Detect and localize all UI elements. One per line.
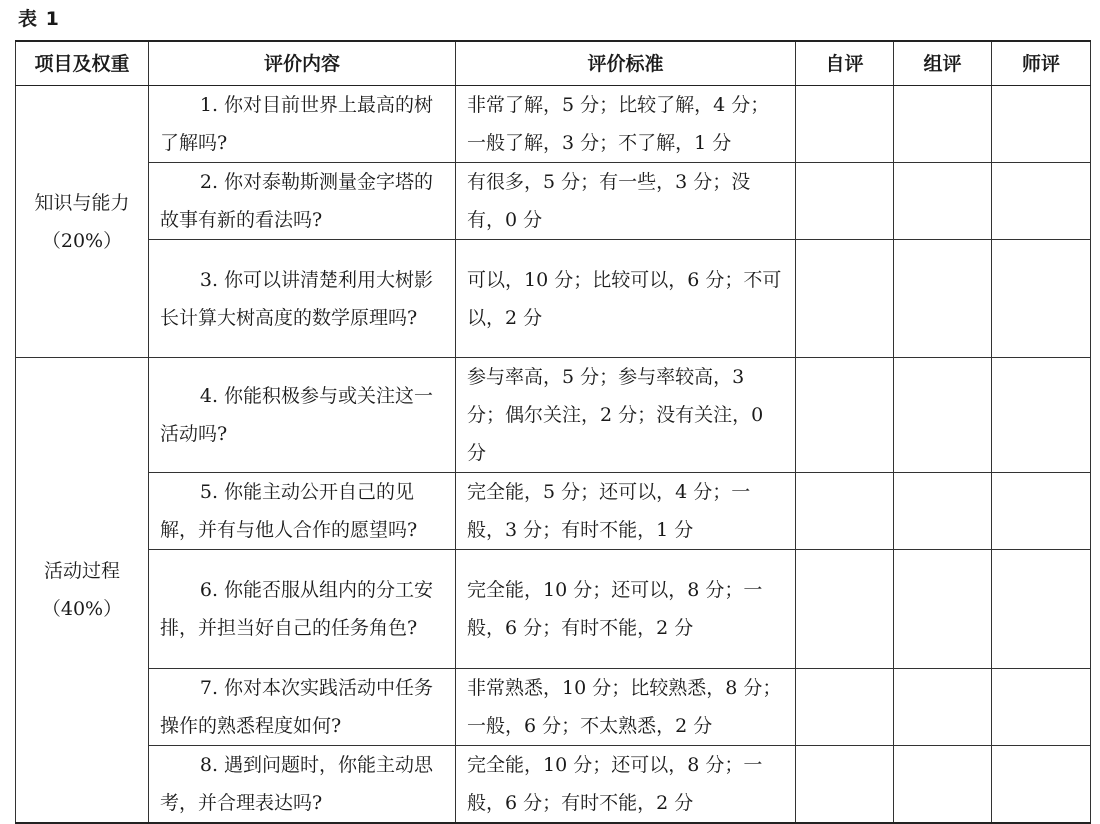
self-score-cell[interactable] [796,746,894,824]
group-score-cell[interactable] [894,746,992,824]
teacher-score-cell[interactable] [992,473,1091,550]
standard-cell: 完全能，10 分；还可以，8 分；一般，6 分；有时不能，2 分 [456,550,796,669]
table-row [16,473,1091,550]
table-row [16,669,1091,746]
group-score-cell[interactable] [894,358,992,473]
standard-cell: 非常了解，5 分；比较了解，4 分；一般了解，3 分；不了解，1 分 [456,86,796,163]
header-item-weight: 项目及权重 [16,41,149,86]
table-caption: 表 1 [18,8,60,30]
self-score-cell[interactable] [796,358,894,473]
content-cell: 8. 遇到问题时，你能主动思考，并合理表达吗? [149,746,456,824]
group-cell-knowledge [16,86,149,358]
teacher-score-cell[interactable] [992,669,1091,746]
teacher-score-cell[interactable] [992,746,1091,824]
header-teacher-evaluation: 师评 [992,41,1091,86]
header-content: 评价内容 [149,41,456,86]
group-score-cell[interactable] [894,669,992,746]
standard-cell: 完全能，10 分；还可以，8 分；一般，6 分；有时不能，2 分 [456,746,796,824]
content-cell: 1. 你对目前世界上最高的树了解吗? [149,86,456,163]
standard-cell: 完全能，5 分；还可以，4 分；一般，3 分；有时不能，1 分 [456,473,796,550]
teacher-score-cell[interactable] [992,550,1091,669]
self-score-cell[interactable] [796,163,894,240]
content-cell: 4. 你能积极参与或关注这一活动吗? [149,358,456,473]
evaluation-table [15,40,1091,824]
group-cell-process [16,358,149,824]
self-score-cell[interactable] [796,240,894,358]
content-cell: 7. 你对本次实践活动中任务操作的熟悉程度如何? [149,669,456,746]
content-cell: 3. 你可以讲清楚利用大树影长计算大树高度的数学原理吗? [149,240,456,358]
teacher-score-cell[interactable] [992,358,1091,473]
self-score-cell[interactable] [796,669,894,746]
content-cell: 2. 你对泰勒斯测量金字塔的故事有新的看法吗? [149,163,456,240]
group-score-cell[interactable] [894,163,992,240]
group-name: 活动过程 [43,560,120,582]
header-self-evaluation: 自评 [796,41,894,86]
group-weight: （40%） [41,598,123,620]
header-row [16,41,1091,86]
standard-cell: 可以，10 分；比较可以，6 分；不可以，2 分 [456,240,796,358]
group-score-cell[interactable] [894,473,992,550]
table-row [16,746,1091,824]
group-score-cell[interactable] [894,86,992,163]
standard-cell: 参与率高，5 分；参与率较高，3 分；偶尔关注，2 分；没有关注，0 分 [456,358,796,473]
self-score-cell[interactable] [796,86,894,163]
table-row [16,358,1091,473]
table-row [16,86,1091,163]
teacher-score-cell[interactable] [992,240,1091,358]
table-row [16,550,1091,669]
header-group-evaluation: 组评 [894,41,992,86]
table-row [16,240,1091,358]
content-cell: 6. 你能否服从组内的分工安排，并担当好自己的任务角色? [149,550,456,669]
self-score-cell[interactable] [796,550,894,669]
self-score-cell[interactable] [796,473,894,550]
group-score-cell[interactable] [894,550,992,669]
teacher-score-cell[interactable] [992,163,1091,240]
group-score-cell[interactable] [894,240,992,358]
group-name: 知识与能力 [34,191,130,214]
group-weight: （20%） [41,229,123,252]
teacher-score-cell[interactable] [992,86,1091,163]
standard-cell: 有很多，5 分；有一些，3 分；没有，0 分 [456,163,796,240]
header-standard: 评价标准 [456,41,796,86]
standard-cell: 非常熟悉，10 分；比较熟悉，8 分；一般，6 分；不太熟悉，2 分 [456,669,796,746]
content-cell: 5. 你能主动公开自己的见解，并有与他人合作的愿望吗? [149,473,456,550]
table-row [16,163,1091,240]
